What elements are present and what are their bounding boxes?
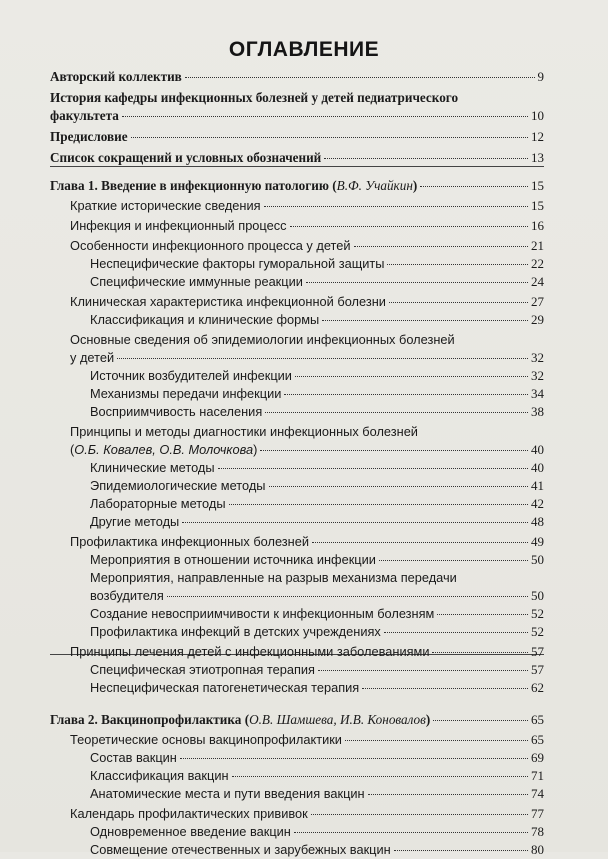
toc-page-number: 42 xyxy=(531,496,544,511)
toc-entry-title: Глава 2. Вакцинопрофилактика (О.В. Шамшева, И.В. Коновалов) xyxy=(50,712,431,727)
toc-page-number: 15 xyxy=(531,178,544,193)
toc-entry xyxy=(50,128,544,146)
dot-leader xyxy=(389,302,528,303)
toc-entry-text: Профилактика инфекций в детских учреждениях xyxy=(90,624,381,639)
toc-entry-title xyxy=(70,643,429,661)
toc-entry-text: Особенности инфекционного процесса у детей xyxy=(70,238,351,253)
dot-leader xyxy=(379,560,528,561)
dot-leader xyxy=(265,412,528,413)
toc-entry xyxy=(50,605,544,623)
dot-leader xyxy=(232,776,528,777)
toc-entry xyxy=(50,273,544,291)
toc-entry-text: Источник возбудителей инфекции xyxy=(90,368,292,383)
toc-entry-title xyxy=(90,679,359,697)
toc-entry-text: Профилактика инфекционных болезней xyxy=(70,534,310,549)
toc-page-number: 80 xyxy=(531,842,544,857)
dot-leader xyxy=(322,320,528,321)
toc-entry xyxy=(50,823,544,841)
dot-leader xyxy=(264,206,528,207)
toc-entry-title-line: Основные сведения об эпидемиологии инфекционных болезней xyxy=(70,332,455,347)
page-title: ОГЛАВЛЕНИЕ xyxy=(228,38,380,61)
dot-leader xyxy=(295,376,528,377)
dot-leader xyxy=(311,814,528,815)
toc-entry-title xyxy=(90,749,177,767)
dot-leader xyxy=(362,688,528,689)
toc-entry-title xyxy=(70,805,308,823)
toc-entry xyxy=(50,403,544,421)
toc-entry-title xyxy=(90,495,226,513)
toc-entry-title xyxy=(90,255,384,273)
toc-entry-title xyxy=(90,385,281,403)
toc-page-number: 69 xyxy=(531,750,544,765)
dot-leader xyxy=(290,226,528,227)
toc-entry xyxy=(50,367,544,385)
dot-leader xyxy=(269,486,529,487)
toc-page-number: 32 xyxy=(531,350,544,365)
dot-leader xyxy=(318,670,528,671)
toc-entry xyxy=(50,841,544,859)
toc-entry xyxy=(50,623,544,641)
toc-entry xyxy=(50,495,544,513)
toc-entry xyxy=(50,749,544,767)
toc-page-number: 62 xyxy=(531,680,544,695)
toc-entry xyxy=(50,255,544,273)
toc-entry-title xyxy=(90,459,215,477)
toc-entry xyxy=(50,68,544,86)
toc-entry xyxy=(50,293,544,311)
toc-entry-title-line: Принципы и методы диагностики инфекционных болезней xyxy=(70,424,418,439)
toc-entry-title xyxy=(90,605,434,623)
toc-entry-text: Другие методы xyxy=(90,514,180,529)
toc-entry-title xyxy=(90,513,179,531)
toc-entry-title xyxy=(90,403,262,421)
toc-entry xyxy=(50,785,544,803)
dot-leader xyxy=(284,394,528,395)
toc-page-number: 24 xyxy=(531,274,544,289)
toc-entry-text: Классификация вакцин xyxy=(90,768,229,783)
toc-entry-title xyxy=(90,623,381,641)
toc-entry-text: Эпидемиологические методы xyxy=(90,478,266,493)
dot-leader xyxy=(394,850,528,851)
dot-leader xyxy=(368,794,528,795)
toc-entry xyxy=(50,459,544,477)
toc-entry-text: Восприимчивость населения xyxy=(90,404,263,419)
toc-page-number: 52 xyxy=(531,624,544,639)
toc-page-number: 65 xyxy=(531,732,544,747)
toc-entry-title xyxy=(90,273,303,291)
toc-entry xyxy=(50,197,544,215)
toc-entry xyxy=(50,805,544,823)
toc-entry xyxy=(50,533,544,551)
toc-entry-title xyxy=(50,68,182,86)
toc-entry-text: Клиническая характеристика инфекционной болезни xyxy=(70,294,386,309)
toc-entry-title: (О.Б. Ковалев, О.В. Молочкова) xyxy=(70,442,258,457)
toc-entry-text: у детей xyxy=(70,350,115,365)
toc-entry-text: Состав вакцин xyxy=(90,750,177,765)
toc-page-number: 41 xyxy=(531,478,544,493)
toc-entry-text: Одновременное введение вакцин xyxy=(90,824,291,839)
toc-entry xyxy=(50,331,544,367)
toc-entry-text: Краткие исторические сведения xyxy=(70,198,261,213)
toc-page-number: 10 xyxy=(531,108,544,123)
toc-page-number: 29 xyxy=(531,312,544,327)
toc-entry xyxy=(50,569,544,605)
toc-entry-text: Анатомические места и пути введения вакцин xyxy=(90,786,365,801)
toc-entry xyxy=(50,149,544,167)
toc-entry-title xyxy=(90,367,292,385)
toc-entry xyxy=(50,217,544,235)
toc-entry xyxy=(50,513,544,531)
toc-page-number: 71 xyxy=(531,768,544,783)
toc-page-number: 38 xyxy=(531,404,544,419)
toc-page-number: 27 xyxy=(531,294,544,309)
toc-entry xyxy=(50,311,544,329)
dot-leader xyxy=(185,77,535,78)
toc-entry-title xyxy=(50,107,119,125)
toc-entry-title xyxy=(70,237,351,255)
dot-leader xyxy=(117,358,528,359)
toc-page-number: 50 xyxy=(531,552,544,567)
toc-entry-title xyxy=(90,477,266,495)
toc-page-number: 22 xyxy=(531,256,544,271)
toc-entry-title xyxy=(90,311,319,329)
toc-page-number: 40 xyxy=(531,442,544,457)
toc-entry-authors: В.Ф. Учайкин xyxy=(336,178,413,193)
toc-entry-title xyxy=(90,841,391,859)
toc-page-number: 57 xyxy=(531,644,544,659)
toc-entry-text: Неспецифические факторы гуморальной защиты xyxy=(90,256,385,271)
toc-entry-text: Клинические методы xyxy=(90,460,215,475)
toc-page-number: 12 xyxy=(531,129,544,144)
dot-leader xyxy=(180,758,528,759)
table-of-contents xyxy=(50,68,544,859)
dot-leader xyxy=(437,614,528,615)
toc-entry-title xyxy=(70,349,114,367)
toc-entry-text: Инфекция и инфекционный процесс xyxy=(70,218,287,233)
toc-entry-authors: О.Б. Ковалев, О.В. Молочкова xyxy=(74,442,254,457)
toc-page-number: 77 xyxy=(531,806,544,821)
toc-entry-text: Предисловие xyxy=(50,129,128,144)
toc-entry-title-line: Мероприятия, направленные на разрыв механизма передачи xyxy=(90,570,457,585)
toc-entry-title xyxy=(50,149,321,167)
toc-entry-title xyxy=(90,767,229,785)
dot-leader xyxy=(354,246,528,247)
toc-entry-title xyxy=(70,293,386,311)
toc-entry-text: Глава 1. Введение в инфекционную патологию xyxy=(50,178,329,193)
dot-leader xyxy=(387,264,528,265)
toc-page-number: 9 xyxy=(537,69,544,84)
toc-entry-title xyxy=(70,217,287,235)
dot-leader xyxy=(432,652,528,653)
toc-entry-text: Глава 2. Вакцинопрофилактика xyxy=(50,712,242,727)
dot-leader xyxy=(294,832,528,833)
dot-leader xyxy=(345,740,528,741)
toc-page-number: 50 xyxy=(531,588,544,603)
toc-entry-text: Принципы лечения детей с инфекционными заболеваниями xyxy=(70,644,430,659)
dot-leader xyxy=(218,468,528,469)
toc-entry-text: Создание невосприимчивости к инфекционным болезням xyxy=(90,606,435,621)
dot-leader xyxy=(312,542,528,543)
dot-leader xyxy=(131,137,528,138)
toc-page-number: 48 xyxy=(531,514,544,529)
dot-leader xyxy=(229,504,528,505)
dot-leader xyxy=(306,282,528,283)
toc-entry xyxy=(50,423,544,459)
toc-entry-text: Теоретические основы вакцинопрофилактики xyxy=(70,732,342,747)
toc-page-number: 34 xyxy=(531,386,544,401)
toc-entry-text: возбудителя xyxy=(90,588,164,603)
dot-leader xyxy=(433,720,528,721)
toc-entry-title xyxy=(90,551,376,569)
toc-entry-title xyxy=(70,197,261,215)
toc-page-number: 57 xyxy=(531,662,544,677)
toc-entry-text: Механизмы передачи инфекции xyxy=(90,386,282,401)
toc-entry-text: факультета xyxy=(50,108,119,123)
dot-leader xyxy=(182,522,528,523)
toc-entry-text: Авторский коллектив xyxy=(50,69,182,84)
toc-entry xyxy=(50,477,544,495)
toc-page-number: 52 xyxy=(531,606,544,621)
toc-page-number: 32 xyxy=(531,368,544,383)
toc-entry-text: Классификация и клинические формы xyxy=(90,312,320,327)
toc-entry xyxy=(50,237,544,255)
toc-entry-title xyxy=(50,128,128,146)
toc-entry-title: Глава 1. Введение в инфекционную патологию (В.Ф. Учайкин) xyxy=(50,178,418,193)
dot-leader xyxy=(384,632,528,633)
toc-page-number: 49 xyxy=(531,534,544,549)
toc-entry xyxy=(50,711,544,729)
toc-entry xyxy=(50,679,544,697)
dot-leader xyxy=(260,450,528,451)
toc-entry xyxy=(50,89,544,125)
toc-page-number: 15 xyxy=(531,198,544,213)
dot-leader xyxy=(324,158,528,159)
toc-entry xyxy=(50,731,544,749)
toc-entry-text: Лабораторные методы xyxy=(90,496,226,511)
toc-entry-text: Мероприятия в отношении источника инфекции xyxy=(90,552,376,567)
toc-page-number: 16 xyxy=(531,218,544,233)
dot-leader xyxy=(167,596,528,597)
dot-leader xyxy=(420,186,528,187)
toc-entry xyxy=(50,551,544,569)
toc-entry-title xyxy=(70,731,342,749)
toc-entry-text: Неспецифическая патогенетическая терапия xyxy=(90,680,360,695)
toc-entry-authors: О.В. Шамшева, И.В. Коновалов xyxy=(249,712,426,727)
toc-page-number: 40 xyxy=(531,460,544,475)
toc-page-number: 13 xyxy=(531,150,544,165)
toc-page-number: 74 xyxy=(531,786,544,801)
toc-entry xyxy=(50,767,544,785)
toc-entry xyxy=(50,385,544,403)
toc-entry xyxy=(50,643,544,661)
toc-entry-text: Специфические иммунные реакции xyxy=(90,274,303,289)
toc-page-number: 78 xyxy=(531,824,544,839)
toc-entry-title xyxy=(90,661,315,679)
toc-page-number: 65 xyxy=(531,712,544,727)
toc-entry-title xyxy=(90,823,291,841)
toc-entry-text: Список сокращений и условных обозначений xyxy=(50,150,322,165)
toc-page-number: 21 xyxy=(531,238,544,253)
toc-entry xyxy=(50,177,544,195)
toc-entry-title xyxy=(70,533,309,551)
toc-entry-text: Совмещение отечественных и зарубежных вакцин xyxy=(90,842,391,857)
dot-leader xyxy=(122,116,528,117)
toc-entry-text: Календарь профилактических прививок xyxy=(70,806,308,821)
toc-entry-title xyxy=(90,785,365,803)
toc-entry-text: Специфическая этиотропная терапия xyxy=(90,662,315,677)
toc-entry-title-line: История кафедры инфекционных болезней у детей педиатрического xyxy=(50,90,459,105)
toc-entry xyxy=(50,661,544,679)
toc-entry-title xyxy=(90,587,164,605)
